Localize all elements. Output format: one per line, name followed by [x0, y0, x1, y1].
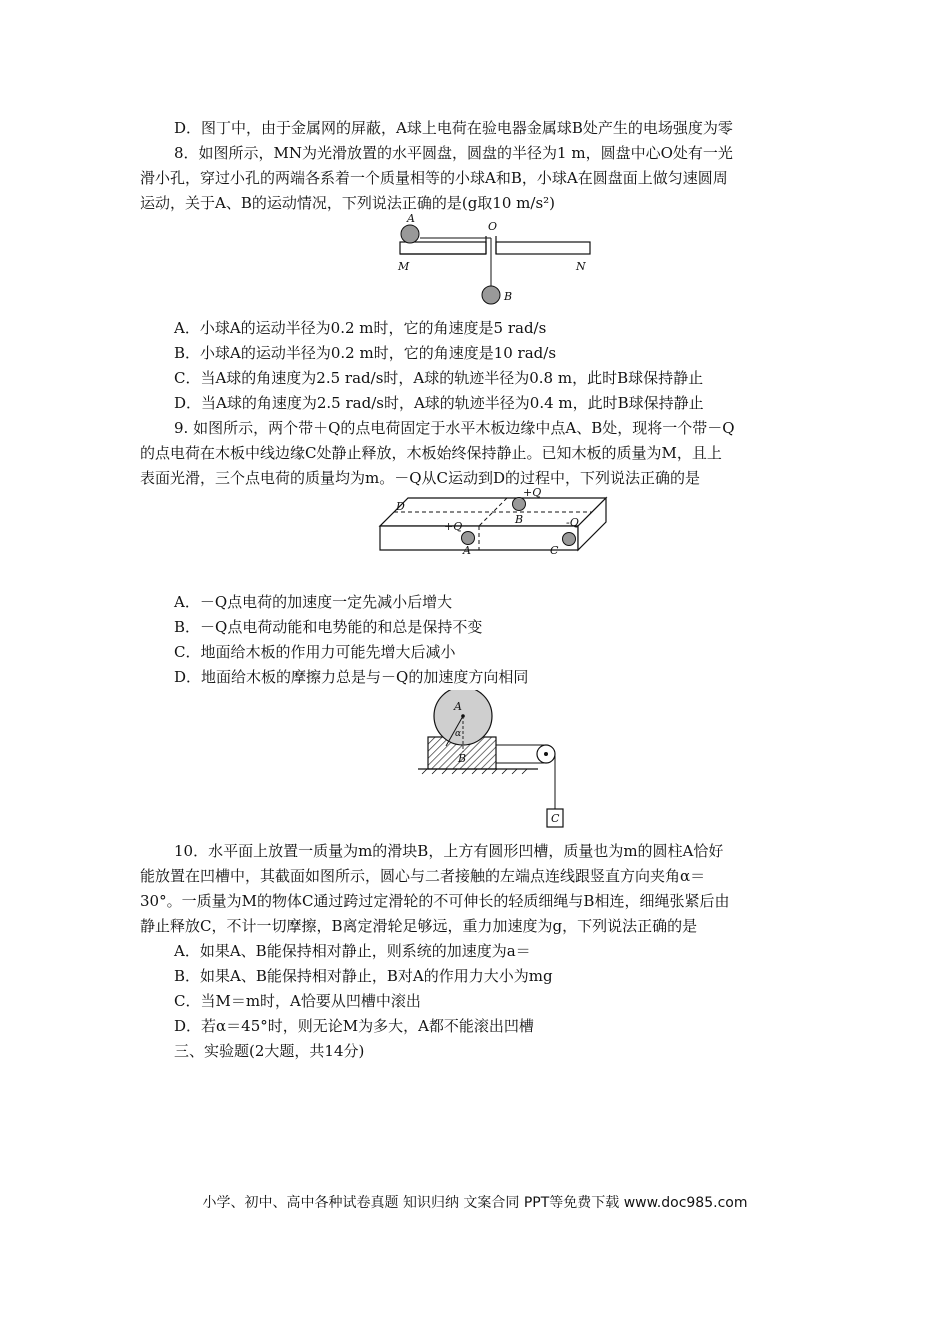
- q10-stem-line-2: 能放置在凹槽中，其截面如图所示，圆心与二者接触的左端点连线跟竖直方向夹角α＝: [140, 867, 706, 885]
- q9-charge-b: [513, 498, 526, 511]
- q10-label-b: B: [458, 752, 467, 765]
- q8-option-d: D．当A球的角速度为2.5 rad/s时，A球的轨迹半径为0.4 m，此时B球保持静止: [174, 394, 704, 412]
- q9-stem-line-2: 的点电荷在木板中线边缘C处静止释放，木板始终保持静止。已知木板的质量为M，且上: [140, 444, 722, 462]
- q8-option-a: A．小球A的运动半径为0.2 m时，它的角速度是5 rad/s: [174, 319, 547, 337]
- q9-option-a: A．－Q点电荷的加速度一定先减小后增大: [174, 593, 453, 611]
- q9-label-c-charge: -Q: [566, 516, 579, 529]
- section-3-heading: 三、实验题(2大题，共14分): [174, 1042, 365, 1060]
- q8-label-o: O: [488, 220, 498, 233]
- page-footer: 小学、初中、高中各种试卷真题 知识归纳 文案合同 PPT等免费下载 www.doc985.com: [202, 1195, 748, 1211]
- q8-ball-b: [482, 286, 500, 304]
- q10-label-alpha: α: [455, 729, 462, 739]
- q9-label-a: A: [463, 544, 471, 557]
- q8-label-b: B: [504, 290, 513, 303]
- q8-stem-line-1: 8．如图所示，MN为光滑放置的水平圆盘，圆盘的半径为1 m，圆盘中心O处有一光: [174, 144, 733, 162]
- q9-label-a-charge: +Q: [444, 520, 463, 533]
- q10-stem-line-3: 30°。一质量为M的物体C通过跨过定滑轮的不可伸长的轻质细绳与B相连，细绳张紧后由: [140, 892, 730, 910]
- q9-stem-line-1: 9. 如图所示，两个带＋Q的点电荷固定于水平木板边缘中点A、B处，现将一个带－Q: [174, 419, 735, 437]
- q9-option-d: D．地面给木板的摩擦力总是与－Q的加速度方向相同: [174, 668, 529, 686]
- q10-option-d: D．若α＝45°时，则无论M为多大，A都不能滚出凹槽: [174, 1017, 534, 1035]
- q10-label-c: C: [551, 812, 560, 825]
- q8-ball-a: [401, 225, 419, 243]
- q10-option-b: B．如果A、B能保持相对静止，B对A的作用力大小为mg: [174, 967, 553, 985]
- q8-option-c: C．当A球的角速度为2.5 rad/s时，A球的轨迹半径为0.8 m，此时B球保持静止: [174, 369, 704, 387]
- q8-stem-line-3: 运动，关于A、B的运动情况，下列说法正确的是(g取10 m/s²): [140, 194, 556, 212]
- q10-option-a: A．如果A、B能保持相对静止，则系统的加速度为a＝: [174, 942, 531, 960]
- q10-pulley-figure: [418, 690, 578, 832]
- q9-label-c: C: [550, 544, 559, 557]
- q9-option-c: C．地面给木板的作用力可能先增大后减小: [174, 643, 456, 661]
- q8-label-n: N: [576, 260, 586, 273]
- q9-charge-c: [563, 533, 576, 546]
- q9-stem-line-3: 表面光滑，三个点电荷的质量均为m。－Q从C运动到D的过程中，下列说法正确的是: [140, 469, 701, 487]
- q9-option-b: B．－Q点电荷动能和电势能的和总是保持不变: [174, 618, 483, 636]
- q9-label-b-charge: +Q: [523, 488, 542, 499]
- q9-charge-a: [462, 532, 475, 545]
- q8-disc-figure: [390, 214, 600, 314]
- q8-stem-line-2: 滑小孔，穿过小孔的两端各系着一个质量相等的小球A和B，小球A在圆盘面上做匀速圆周: [140, 169, 728, 187]
- q8-option-b: B．小球A的运动半径为0.2 m时，它的角速度是10 rad/s: [174, 344, 557, 362]
- q9-board-figure: [374, 488, 614, 568]
- q8-label-m: M: [398, 260, 410, 273]
- q10-stem-line-4: 静止释放C，不计一切摩擦，B离定滑轮足够远，重力加速度为g，下列说法正确的是: [140, 917, 698, 935]
- q9-label-d: D: [396, 500, 405, 513]
- q10-stem-line-1: 10．水平面上放置一质量为m的滑块B，上方有圆形凹槽，质量也为m的圆柱A恰好: [174, 842, 724, 860]
- q8-label-a: A: [407, 214, 415, 225]
- q10-option-c: C．当M＝m时，A恰要从凹槽中滚出: [174, 992, 421, 1010]
- q9-label-b: B: [515, 513, 524, 526]
- q7-option-d: D．图丁中，由于金属网的屏蔽，A球上电荷在验电器金属球B处产生的电场强度为零: [174, 119, 733, 137]
- q10-label-a: A: [454, 700, 462, 713]
